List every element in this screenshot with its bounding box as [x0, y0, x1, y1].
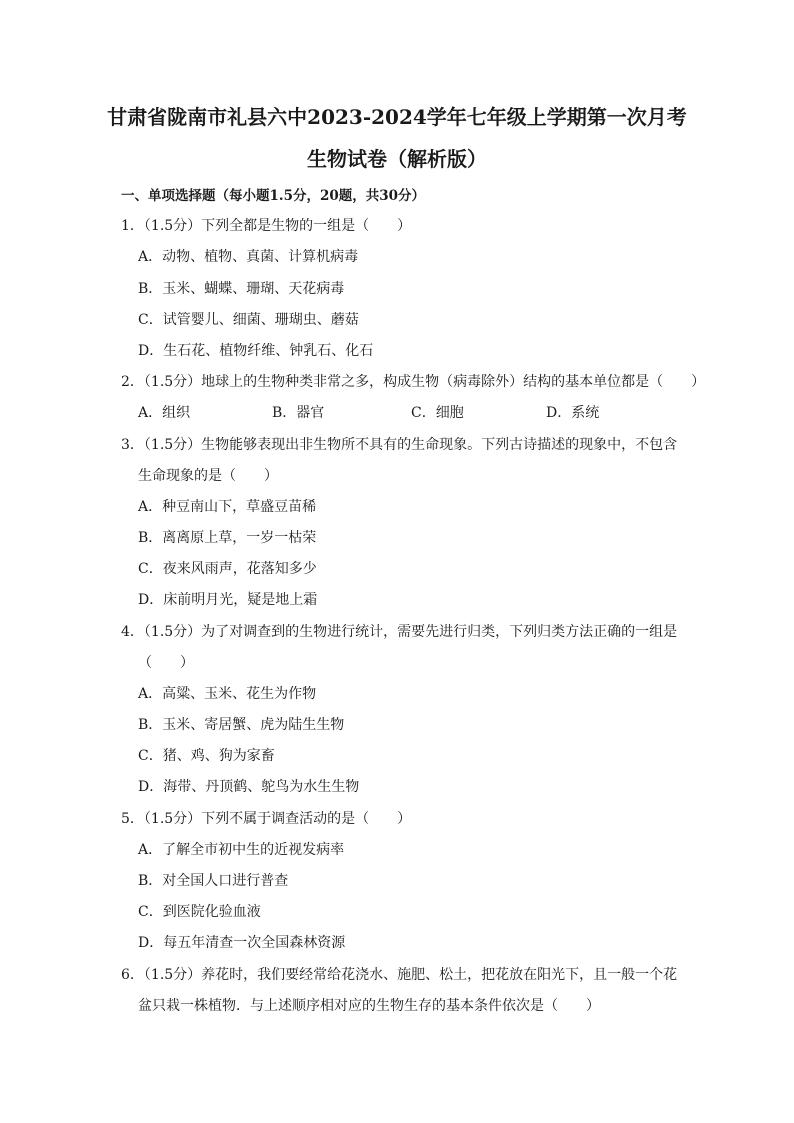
question-3-stem: 3．（1.5分）生物能够表现出非生物所不具有的生命现象。下列古诗描述的现象中，不包含 — [121, 437, 678, 453]
question-2-option-d: D．系统 — [546, 405, 600, 421]
question-5-option-b: B．对全国人口进行普查 — [138, 873, 289, 889]
question-4-stem: 4．（1.5分）为了对调查到的生物进行统计，需要先进行归类，下列归类方法正确的一组是 — [121, 624, 678, 640]
section-heading: 一、单项选择题（每小题1.5分，20题，共30分） — [121, 188, 426, 204]
question-2-option-c: C．细胞 — [411, 405, 464, 421]
question-4-option-b: B．玉米、寄居蟹、虎为陆生生物 — [138, 717, 345, 733]
question-3-option-d: D．床前明月光，疑是地上霜 — [138, 592, 318, 608]
question-4-stem-continued: （ ） — [138, 655, 194, 671]
question-4-option-c: C．猪、鸡、狗为家畜 — [138, 748, 275, 764]
question-5-option-a: A．了解全市初中生的近视发病率 — [138, 842, 345, 858]
question-4-option-d: D．海带、丹顶鹤、鸵鸟为水生生物 — [138, 779, 360, 795]
question-2-option-b: B．器官 — [272, 405, 325, 421]
question-6-stem-continued: 盆只栽一株植物．与上述顺序相对应的生物生存的基本条件依次是（ ） — [138, 998, 600, 1014]
question-1-option-c: C．试管婴儿、细菌、珊瑚虫、蘑菇 — [138, 312, 359, 328]
question-3-option-c: C．夜来风雨声，花落知多少 — [138, 561, 317, 577]
question-3-option-b: B．离离原上草，一岁一枯荣 — [138, 530, 317, 546]
question-1-option-b: B．玉米、蝴蝶、珊瑚、天花病毒 — [138, 281, 345, 297]
page-title-line-2: 生物试卷（解析版） — [307, 147, 487, 171]
question-1-option-d: D．生石花、植物纤维、钟乳石、化石 — [138, 343, 374, 359]
page-title-line-1: 甘肃省陇南市礼县六中2023-2024学年七年级上学期第一次月考 — [107, 105, 687, 129]
question-1-stem: 1．（1.5分）下列全都是生物的一组是（ ） — [121, 218, 412, 234]
question-2-option-a: A．组织 — [138, 405, 191, 421]
question-6-stem: 6．（1.5分）养花时，我们要经常给花浇水、施肥、松土，把花放在阳光下，且一般一个花 — [121, 967, 678, 983]
question-2-stem: 2．（1.5分）地球上的生物种类非常之多，构成生物（病毒除外）结构的基本单位都是（ ） — [121, 374, 706, 390]
question-5-stem: 5．（1.5分）下列不属于调查活动的是（ ） — [121, 811, 412, 827]
question-1-option-a: A．动物、植物、真菌、计算机病毒 — [138, 249, 359, 265]
question-4-option-a: A．高粱、玉米、花生为作物 — [138, 686, 317, 702]
question-5-option-c: C．到医院化验血液 — [138, 904, 261, 920]
question-3-option-a: A．种豆南山下，草盛豆苗稀 — [138, 499, 317, 515]
question-3-stem-continued: 生命现象的是（ ） — [138, 468, 278, 484]
question-5-option-d: D．每五年清查一次全国森林资源 — [138, 935, 346, 951]
